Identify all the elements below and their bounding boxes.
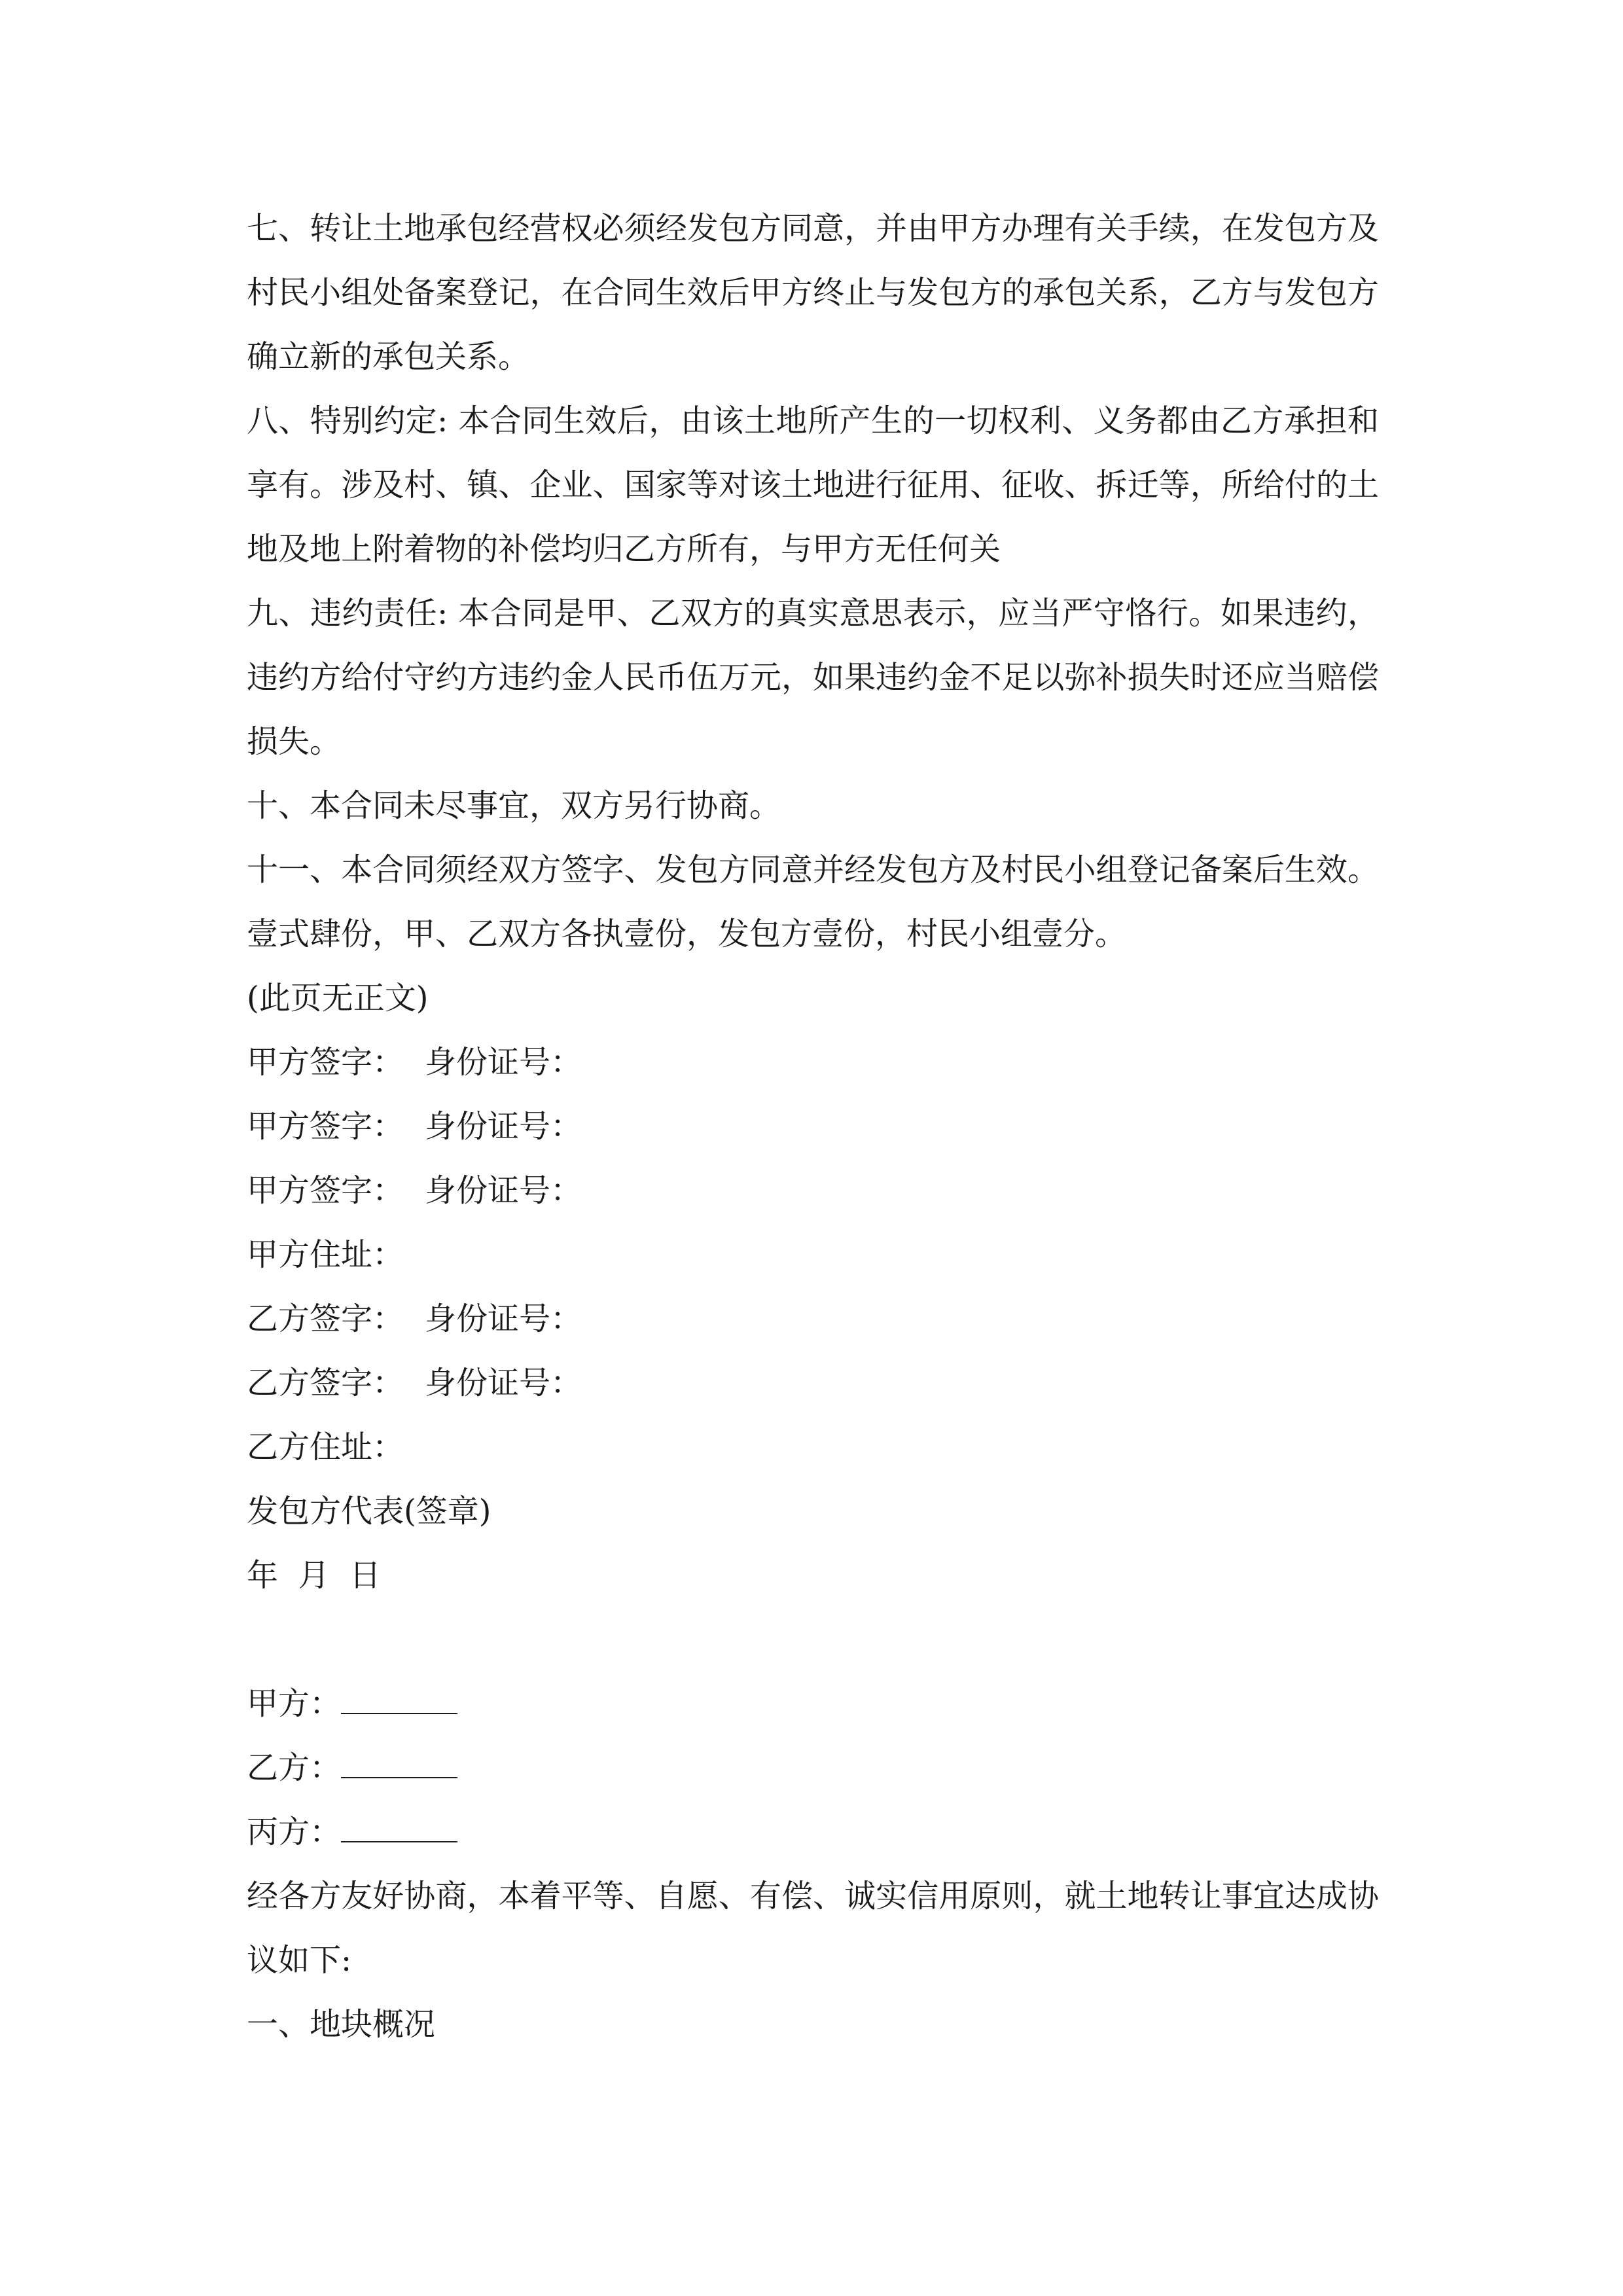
id-number-label: 身份证号： — [425, 1300, 582, 1337]
spacer — [247, 1607, 1379, 1672]
party-b-signature-row-1 — [247, 1287, 1379, 1351]
clause-8: 八、特别约定: 本合同生效后，由该土地所产生的一切权利、义务都由乙方承担和享有。涉及村、镇、企业、国家等对该土地进行征用、征收、拆迁等，所给付的土地及地上附着物的补偿均归乙方所有，与甲方无任何关 — [247, 403, 1379, 567]
clause-10: 十、本合同未尽事宜，双方另行协商。 — [247, 787, 781, 824]
document-body — [247, 196, 1379, 2056]
party-b-sign-label: 乙方签字： — [247, 1365, 404, 1401]
section-1-heading: 一、地块概况 — [247, 2006, 436, 2043]
party-b-line — [247, 1736, 1379, 1800]
agreement-intro: 经各方友好协商，本着平等、自愿、有偿、诚实信用原则，就土地转让事宜达成协议如下: — [247, 1878, 1379, 1979]
party-c-blank — [341, 1801, 457, 1842]
party-a-sign-label: 甲方签字： — [247, 1172, 404, 1209]
date-line: 年 月 日 — [247, 1557, 382, 1594]
id-number-label: 身份证号： — [425, 1108, 582, 1145]
party-a-signature-row-3 — [247, 1158, 1379, 1223]
party-a-line — [247, 1672, 1379, 1736]
id-number-label: 身份证号： — [425, 1172, 582, 1209]
party-a-label: 甲方： — [247, 1685, 342, 1722]
party-b-label: 乙方： — [247, 1749, 342, 1786]
party-a-sign-label: 甲方签字： — [247, 1108, 404, 1145]
id-number-label: 身份证号： — [425, 1365, 582, 1401]
party-b-blank — [341, 1736, 457, 1778]
party-b-address-label: 乙方住址： — [247, 1429, 404, 1465]
contractor-representative-label: 发包方代表(签章) — [247, 1493, 491, 1530]
id-number-label: 身份证号： — [425, 1044, 582, 1081]
party-a-signature-row-2 — [247, 1094, 1379, 1158]
party-c-label: 丙方： — [247, 1814, 342, 1850]
party-a-sign-label: 甲方签字： — [247, 1044, 404, 1081]
party-c-line — [247, 1800, 1379, 1864]
clause-9: 九、违约责任: 本合同是甲、乙双方的真实意思表示，应当严守恪行。如果违约，违约方给付守约方违约金人民币伍万元，如果违约金不足以弥补损失时还应当赔偿损失。 — [247, 595, 1379, 760]
party-a-signature-row-1 — [247, 1030, 1379, 1094]
party-a-blank — [341, 1672, 457, 1714]
clause-11: 十一、本合同须经双方签字、发包方同意并经发包方及村民小组登记备案后生效。壹式肆份，甲、乙双方各执壹份，发包方壹份，村民小组壹分。 — [247, 852, 1379, 952]
clause-7: 七、转让土地承包经营权必须经发包方同意，并由甲方办理有关手续，在发包方及村民小组处备案登记，在合同生效后甲方终止与发包方的承包关系，乙方与发包方确立新的承包关系。 — [247, 210, 1379, 375]
party-a-address-label: 甲方住址： — [247, 1236, 404, 1273]
party-b-signature-row-2 — [247, 1351, 1379, 1415]
party-b-sign-label: 乙方签字： — [247, 1300, 404, 1337]
no-text-note: (此页无正文) — [247, 980, 429, 1016]
